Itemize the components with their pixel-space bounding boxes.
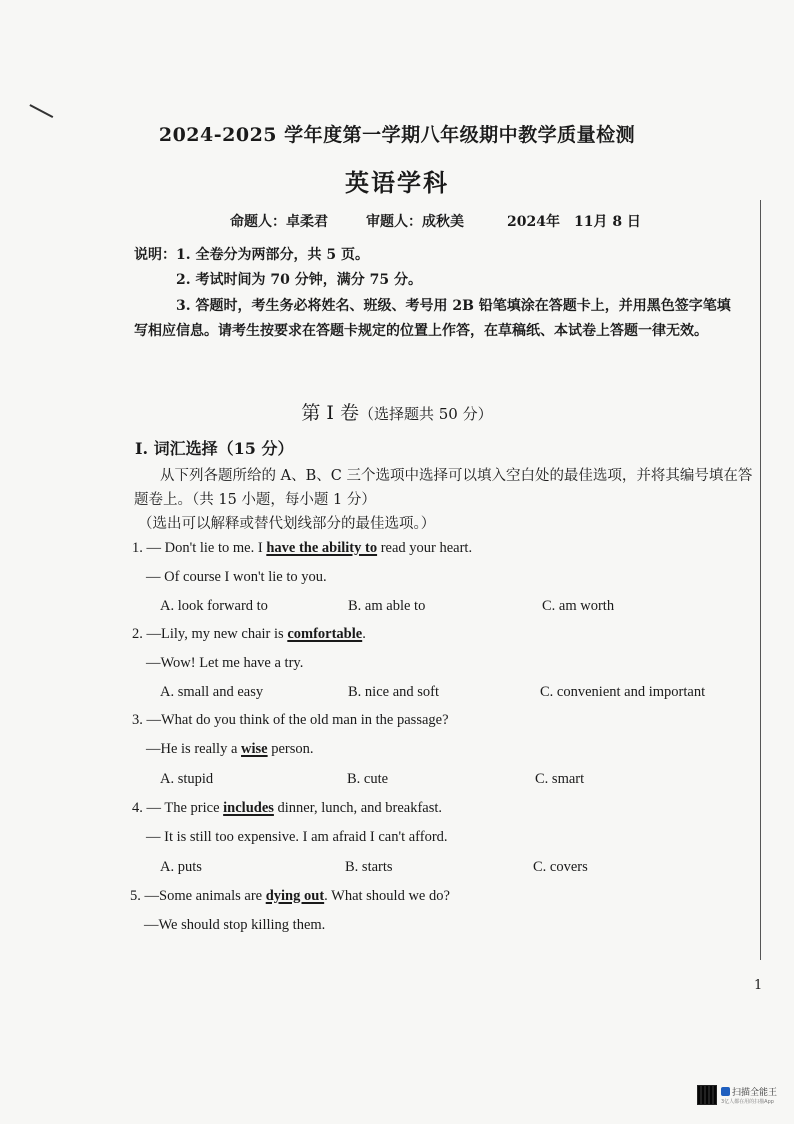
question-2-option-a: A. small and easy (160, 684, 264, 700)
question-5-line1: 5. —Some animals are dying out. What should we do? (130, 888, 450, 904)
underlined-phrase: have the ability to (266, 540, 378, 556)
instruction-2: 2. 考试时间为 70 分钟，满分 75 分。 (176, 272, 422, 288)
scan-mark (30, 104, 54, 118)
question-3-option-b: B. cute (347, 771, 389, 787)
underlined-phrase: comfortable (287, 626, 363, 642)
setter: 命题人：卓柔君 (230, 214, 328, 230)
scanner-watermark (697, 1085, 783, 1107)
exam-date: 2024年 11月 8 日 (507, 214, 641, 230)
question-3-option-c: C. smart (535, 771, 585, 787)
watermark-brand: 扫描全能王 (732, 1088, 778, 1098)
binding-line (760, 200, 761, 960)
question-1-option-b: B. am able to (348, 598, 426, 614)
question-3-line1: 3. —What do you think of the old man in the passage? (132, 712, 449, 728)
question-5-line2: —We should stop killing them. (144, 917, 326, 933)
section-intro-3: （选出可以解释或替代划线部分的最佳选项。） (138, 516, 436, 532)
part-title: 第 I 卷 (301, 402, 359, 424)
cs-logo-icon (721, 1087, 730, 1096)
question-4-line2: — It is still too expensive. I am afraid I can't afford. (146, 829, 448, 845)
question-4-line1: 4. — The price includes dinner, lunch, and breakfast. (132, 800, 443, 816)
underlined-phrase: wise (241, 741, 268, 757)
question-1-option-a: A. look forward to (160, 598, 268, 614)
part-heading (0, 398, 794, 425)
question-1-option-c: C. am worth (542, 598, 615, 614)
instructions-label: 说明： (134, 247, 176, 263)
section-intro-2: 题卷上。（共 15 小题，每小题 1 分） (134, 492, 376, 508)
qr-code-icon (697, 1085, 717, 1105)
question-2-line1: 2. —Lily, my new chair is comfortable. (132, 626, 366, 642)
exam-title: 2024-2025 学年度第一学期八年级期中教学质量检测 (158, 124, 636, 146)
instruction-3: 3. 答题时，考生务必将姓名、班级、考号用 2B 铅笔填涂在答题卡上，并用黑色签字笔填 (176, 298, 731, 314)
section-intro-1: 从下列各题所给的 A、B、C 三个选项中选择可以填入空白处的最佳选项，并将其编号填在答 (160, 468, 753, 484)
question-1-line2: — Of course I won't lie to you. (146, 569, 327, 585)
instruction-1: 1. 全卷分为两部分，共 5 页。 (176, 247, 369, 263)
underlined-phrase: dying out (265, 888, 325, 904)
section-title: I. 词汇选择（15 分） (135, 439, 294, 458)
question-2-option-b: B. nice and soft (348, 684, 440, 700)
page-number: 1 (754, 978, 763, 993)
underlined-phrase: includes (223, 800, 274, 816)
reviewer: 审题人：成秋美 (366, 214, 464, 230)
question-2-line2: —Wow! Let me have a try. (146, 655, 304, 671)
question-4-option-c: C. covers (533, 859, 588, 875)
question-4-option-b: B. starts (345, 859, 393, 875)
question-4-option-a: A. puts (160, 859, 202, 875)
question-2-option-c: C. convenient and important (540, 684, 706, 700)
question-3-option-a: A. stupid (160, 771, 214, 787)
question-1-line1: 1. — Don't lie to me. I have the ability to read your heart. (132, 540, 473, 556)
watermark-sub: 3亿人都在用的扫描App (721, 1099, 774, 1105)
question-3-line2: —He is really a wise person. (146, 741, 314, 757)
instruction-4: 写相应信息。请考生按要求在答题卡规定的位置上作答，在草稿纸、本试卷上答题一律无效。 (134, 323, 708, 339)
part-note: （选择题共 50 分） (358, 405, 493, 423)
subject-title: 英语学科 (345, 168, 449, 197)
